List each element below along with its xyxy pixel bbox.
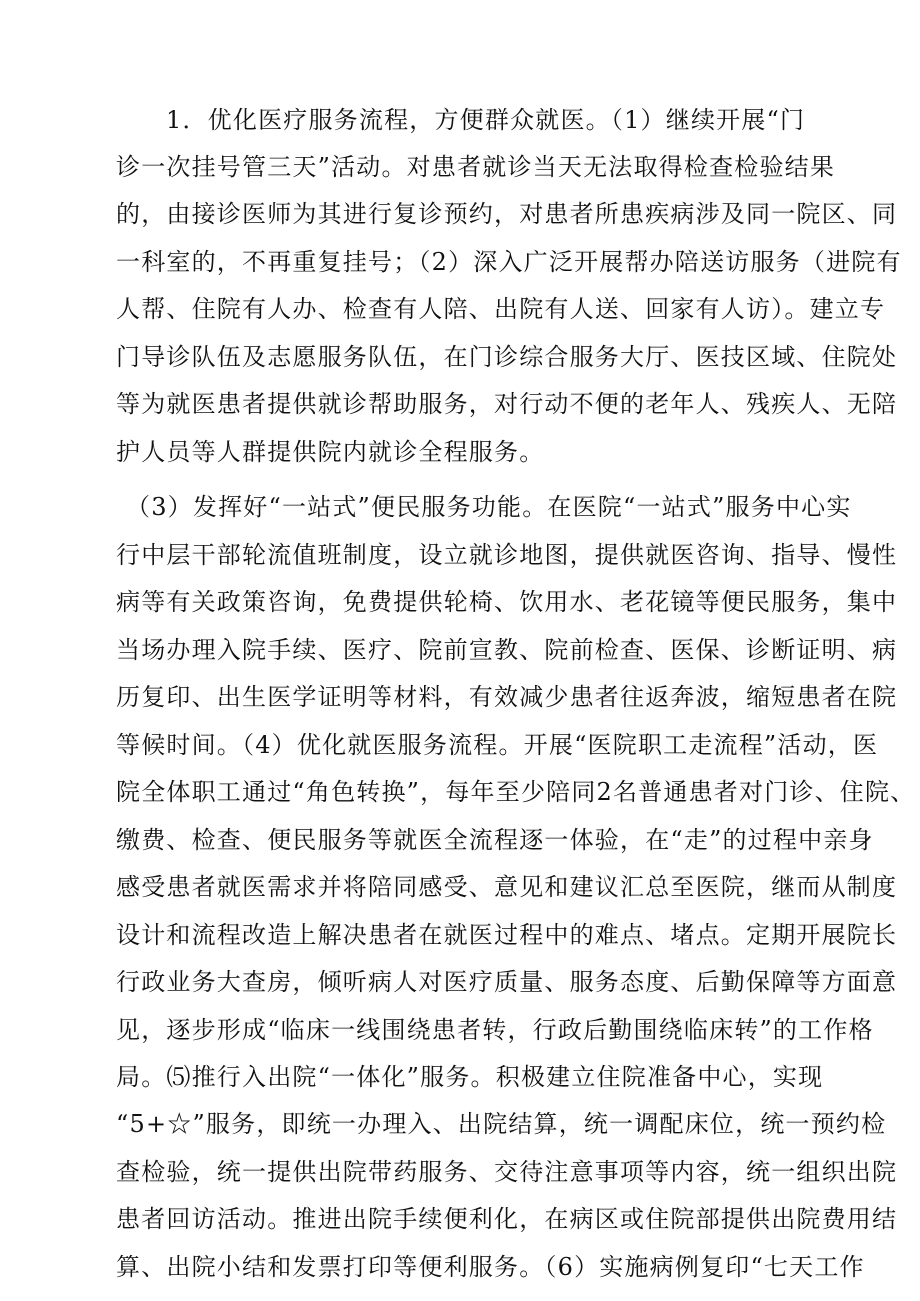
paragraph-line: 行中层干部轮流值班制度，设立就诊地图，提供就医咨询、指导、慢性	[116, 541, 898, 569]
paragraph-line: 见，逐步形成“临床一线围绕患者转，行政后勤围绕临床转”的工作格	[116, 1016, 874, 1044]
paragraph-line: 病等有关政策咨询，免费提供轮椅、饮用水、老花镜等便民服务，集中	[116, 588, 898, 616]
paragraph-line: 护人员等人群提供院内就诊全程服务。	[116, 438, 545, 466]
paragraph-line: 当场办理入院手续、医疗、院前宣教、院前检查、医保、诊断证明、病	[116, 636, 898, 664]
paragraph-line: 人帮、住院有人办、检查有人陪、出院有人送、回家有人访）。建立专	[116, 295, 886, 323]
paragraph-line: 1．优化医疗服务流程，方便群众就医。（1）继续开展“门	[166, 106, 806, 134]
paragraph-line: 算、出院小结和发票打印等便利服务。（6）实施病例复印“七天工作	[116, 1253, 865, 1281]
paragraph-line: 缴费、检查、便民服务等就医全流程逐一体验，在“走”的过程中亲身	[116, 826, 874, 854]
paragraph-line: 院全体职工通过“角色转换”，每年至少陪同2名普通患者对门诊、住院、	[116, 778, 916, 806]
paragraph-line: 诊一次挂号管三天”活动。对患者就诊当天无法取得检查检验结果	[116, 153, 836, 181]
paragraph-line: 患者回访活动。推进出院手续便利化，在病区或住院部提供出院费用结	[116, 1205, 898, 1233]
paragraph-line: 感受患者就医需求并将陪同感受、意见和建议汇总至医院，继而从制度	[116, 873, 898, 901]
paragraph-line: 一科室的，不再重复挂号；（2）深入广泛开展帮办陪送访服务（进院有	[116, 248, 902, 276]
paragraph-line: 查检验，统一提供出院带药服务、交待注意事项等内容，统一组织出院	[116, 1158, 898, 1186]
paragraph-line: 行政业务大查房，倾听病人对医疗质量、服务态度、后勤保障等方面意	[116, 968, 898, 996]
paragraph-line: 历复印、出生医学证明等材料，有效减少患者往返奔波，缩短患者在院	[116, 683, 898, 711]
paragraph-line: 门导诊队伍及志愿服务队伍，在门诊综合服务大厅、医技区域、住院处	[116, 343, 898, 371]
paragraph-line: “5+☆”服务，即统一办理入、出院结算，统一调配床位，统一预约检	[116, 1110, 887, 1138]
paragraph-line: 等候时间。（4）优化就医服务流程。开展“医院职工走流程”活动，医	[116, 731, 879, 759]
paragraph-line: 设计和流程改造上解决患者在就医过程中的难点、堵点。定期开展院长	[116, 921, 898, 949]
paragraph-line: 等为就医患者提供就诊帮助服务，对行动不便的老年人、残疾人、无陪	[116, 390, 898, 418]
paragraph-line: （3）发挥好“一站式”便民服务功能。在医院“一站式”服务中心实	[126, 493, 852, 521]
paragraph-line: 局。⑸推行入出院“一体化”服务。积极建立住院准备中心，实现	[116, 1063, 824, 1091]
paragraph-line: 的，由接诊医师为其进行复诊预约，对患者所患疾病涉及同一院区、同	[116, 200, 898, 228]
